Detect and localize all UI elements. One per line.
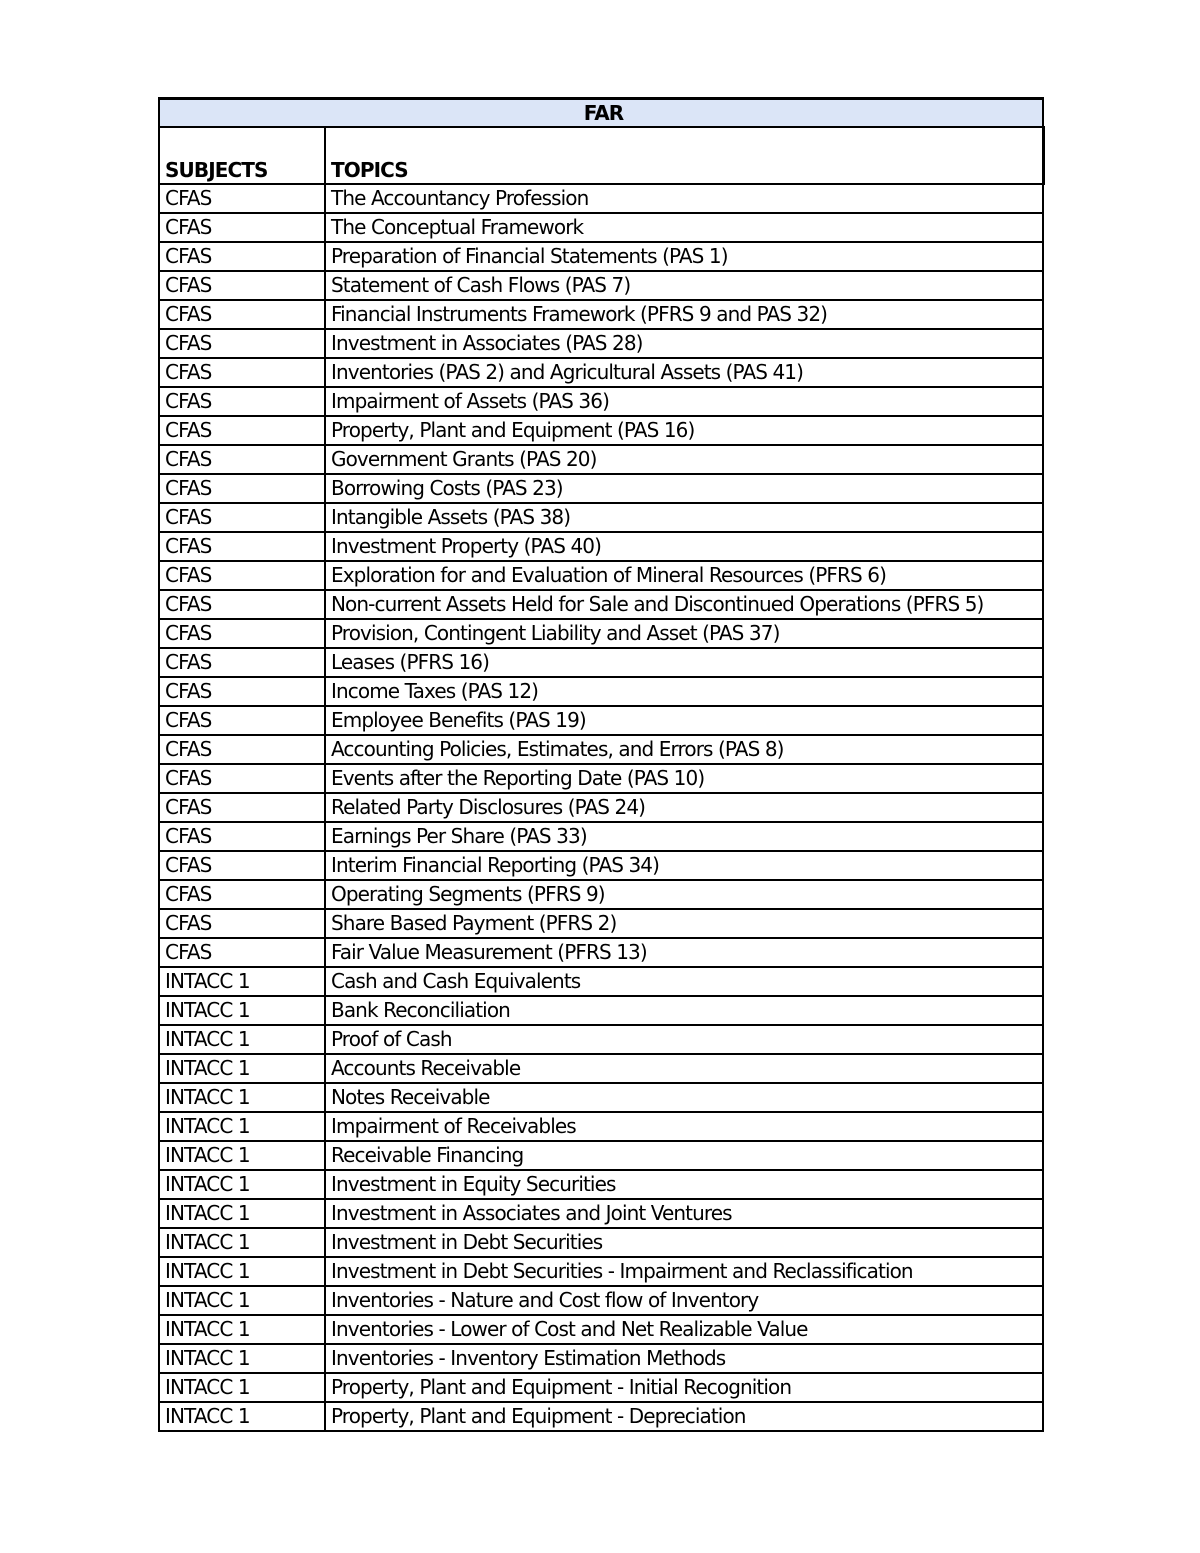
- subject-cell: CFAS: [159, 300, 325, 329]
- topic-cell: The Conceptual Framework: [325, 213, 1043, 242]
- subject-cell: CFAS: [159, 474, 325, 503]
- subject-cell: INTACC 1: [159, 1141, 325, 1170]
- table-row: [159, 271, 1043, 300]
- subject-cell: CFAS: [159, 909, 325, 938]
- table-row: [159, 416, 1043, 445]
- subject-cell: CFAS: [159, 793, 325, 822]
- subject-cell: INTACC 1: [159, 1054, 325, 1083]
- topic-cell: Inventories - Lower of Cost and Net Realizable Value: [325, 1315, 1043, 1344]
- subject-cell: INTACC 1: [159, 1025, 325, 1054]
- topic-cell: Borrowing Costs (PAS 23): [325, 474, 1043, 503]
- far-topics-table: [158, 97, 1045, 1432]
- table-row: [159, 242, 1043, 271]
- subject-cell: CFAS: [159, 271, 325, 300]
- subject-cell: INTACC 1: [159, 1402, 325, 1431]
- table-row: [159, 474, 1043, 503]
- table-row: [159, 764, 1043, 793]
- topic-cell: Impairment of Receivables: [325, 1112, 1043, 1141]
- topic-cell: Cash and Cash Equivalents: [325, 967, 1043, 996]
- subject-cell: CFAS: [159, 648, 325, 677]
- topic-cell: The Accountancy Profession: [325, 184, 1043, 213]
- topic-cell: Investment in Associates (PAS 28): [325, 329, 1043, 358]
- subject-cell: INTACC 1: [159, 1344, 325, 1373]
- table-row: [159, 909, 1043, 938]
- topic-cell: Property, Plant and Equipment - Depreciation: [325, 1402, 1043, 1431]
- subject-cell: CFAS: [159, 851, 325, 880]
- table-row: [159, 561, 1043, 590]
- table-row: [159, 880, 1043, 909]
- table-row: [159, 1199, 1043, 1228]
- subject-cell: CFAS: [159, 184, 325, 213]
- table-row: [159, 1286, 1043, 1315]
- table-body: [159, 99, 1043, 1432]
- topic-cell: Investment Property (PAS 40): [325, 532, 1043, 561]
- topic-cell: Government Grants (PAS 20): [325, 445, 1043, 474]
- topic-cell: Income Taxes (PAS 12): [325, 677, 1043, 706]
- table-row: [159, 184, 1043, 213]
- subject-cell: CFAS: [159, 880, 325, 909]
- table-row: [159, 590, 1043, 619]
- topic-cell: Intangible Assets (PAS 38): [325, 503, 1043, 532]
- table-row: [159, 1170, 1043, 1199]
- topic-cell: Inventories - Nature and Cost flow of Inventory: [325, 1286, 1043, 1315]
- table-row: [159, 1025, 1043, 1054]
- subject-cell: CFAS: [159, 735, 325, 764]
- subject-cell: CFAS: [159, 358, 325, 387]
- table-row: [159, 1054, 1043, 1083]
- subject-cell: INTACC 1: [159, 1228, 325, 1257]
- table-row: [159, 329, 1043, 358]
- header-row: [159, 127, 1043, 184]
- table-row: [159, 735, 1043, 764]
- subject-cell: CFAS: [159, 677, 325, 706]
- topic-cell: Operating Segments (PFRS 9): [325, 880, 1043, 909]
- subject-cell: INTACC 1: [159, 996, 325, 1025]
- table-row: [159, 996, 1043, 1025]
- topic-cell: Property, Plant and Equipment (PAS 16): [325, 416, 1043, 445]
- topic-cell: Receivable Financing: [325, 1141, 1043, 1170]
- subject-cell: INTACC 1: [159, 1286, 325, 1315]
- subject-cell: CFAS: [159, 822, 325, 851]
- subject-cell: CFAS: [159, 503, 325, 532]
- table-row: [159, 648, 1043, 677]
- table-row: [159, 967, 1043, 996]
- subject-cell: INTACC 1: [159, 1083, 325, 1112]
- subject-cell: INTACC 1: [159, 1199, 325, 1228]
- table-row: [159, 822, 1043, 851]
- topic-cell: Share Based Payment (PFRS 2): [325, 909, 1043, 938]
- subject-cell: INTACC 1: [159, 1373, 325, 1402]
- topic-cell: Employee Benefits (PAS 19): [325, 706, 1043, 735]
- subject-cell: INTACC 1: [159, 1170, 325, 1199]
- table-row: [159, 1257, 1043, 1286]
- topic-cell: Events after the Reporting Date (PAS 10): [325, 764, 1043, 793]
- table-row: [159, 851, 1043, 880]
- table-row: [159, 358, 1043, 387]
- topic-cell: Fair Value Measurement (PFRS 13): [325, 938, 1043, 967]
- table-row: [159, 793, 1043, 822]
- topic-cell: Investment in Debt Securities: [325, 1228, 1043, 1257]
- subject-cell: INTACC 1: [159, 1315, 325, 1344]
- topic-cell: Leases (PFRS 16): [325, 648, 1043, 677]
- topic-cell: Proof of Cash: [325, 1025, 1043, 1054]
- header-topics: TOPICS: [325, 127, 1043, 184]
- subject-cell: CFAS: [159, 532, 325, 561]
- topic-cell: Non-current Assets Held for Sale and Discontinued Operations (PFRS 5): [325, 590, 1043, 619]
- table-row: [159, 213, 1043, 242]
- topic-cell: Property, Plant and Equipment - Initial Recognition: [325, 1373, 1043, 1402]
- topic-cell: Provision, Contingent Liability and Asset (PAS 37): [325, 619, 1043, 648]
- subject-cell: CFAS: [159, 242, 325, 271]
- table-row: [159, 300, 1043, 329]
- table-row: [159, 1315, 1043, 1344]
- table-row: [159, 1228, 1043, 1257]
- subject-cell: CFAS: [159, 706, 325, 735]
- table-row: [159, 706, 1043, 735]
- table-row: [159, 1373, 1043, 1402]
- subject-cell: CFAS: [159, 619, 325, 648]
- topic-cell: Exploration for and Evaluation of Mineral Resources (PFRS 6): [325, 561, 1043, 590]
- topic-cell: Notes Receivable: [325, 1083, 1043, 1112]
- table-title: FAR: [159, 99, 1043, 128]
- header-subjects: SUBJECTS: [159, 127, 325, 184]
- subject-cell: CFAS: [159, 416, 325, 445]
- subject-cell: INTACC 1: [159, 1257, 325, 1286]
- subject-cell: CFAS: [159, 561, 325, 590]
- table-row: [159, 1344, 1043, 1373]
- table-row: [159, 503, 1043, 532]
- table-row: [159, 387, 1043, 416]
- topic-cell: Accounting Policies, Estimates, and Errors (PAS 8): [325, 735, 1043, 764]
- subject-cell: CFAS: [159, 938, 325, 967]
- topic-cell: Accounts Receivable: [325, 1054, 1043, 1083]
- topic-cell: Financial Instruments Framework (PFRS 9 and PAS 32): [325, 300, 1043, 329]
- table-row: [159, 1083, 1043, 1112]
- topic-cell: Bank Reconciliation: [325, 996, 1043, 1025]
- subject-cell: INTACC 1: [159, 1112, 325, 1141]
- table-row: [159, 445, 1043, 474]
- table-row: [159, 619, 1043, 648]
- subject-cell: CFAS: [159, 213, 325, 242]
- table-row: [159, 1402, 1043, 1431]
- topic-cell: Inventories (PAS 2) and Agricultural Assets (PAS 41): [325, 358, 1043, 387]
- topic-cell: Statement of Cash Flows (PAS 7): [325, 271, 1043, 300]
- title-row: [159, 99, 1043, 128]
- topic-cell: Inventories - Inventory Estimation Methods: [325, 1344, 1043, 1373]
- subject-cell: CFAS: [159, 445, 325, 474]
- table-row: [159, 1112, 1043, 1141]
- subject-cell: CFAS: [159, 590, 325, 619]
- topic-cell: Investment in Equity Securities: [325, 1170, 1043, 1199]
- table-row: [159, 532, 1043, 561]
- subject-cell: CFAS: [159, 764, 325, 793]
- topic-cell: Earnings Per Share (PAS 33): [325, 822, 1043, 851]
- topic-cell: Interim Financial Reporting (PAS 34): [325, 851, 1043, 880]
- topic-cell: Investment in Debt Securities - Impairment and Reclassification: [325, 1257, 1043, 1286]
- topic-cell: Impairment of Assets (PAS 36): [325, 387, 1043, 416]
- subject-cell: CFAS: [159, 329, 325, 358]
- subject-cell: INTACC 1: [159, 967, 325, 996]
- table-row: [159, 1141, 1043, 1170]
- subject-cell: CFAS: [159, 387, 325, 416]
- topic-cell: Related Party Disclosures (PAS 24): [325, 793, 1043, 822]
- table-row: [159, 938, 1043, 967]
- table-row: [159, 677, 1043, 706]
- topic-cell: Preparation of Financial Statements (PAS 1): [325, 242, 1043, 271]
- topic-cell: Investment in Associates and Joint Ventures: [325, 1199, 1043, 1228]
